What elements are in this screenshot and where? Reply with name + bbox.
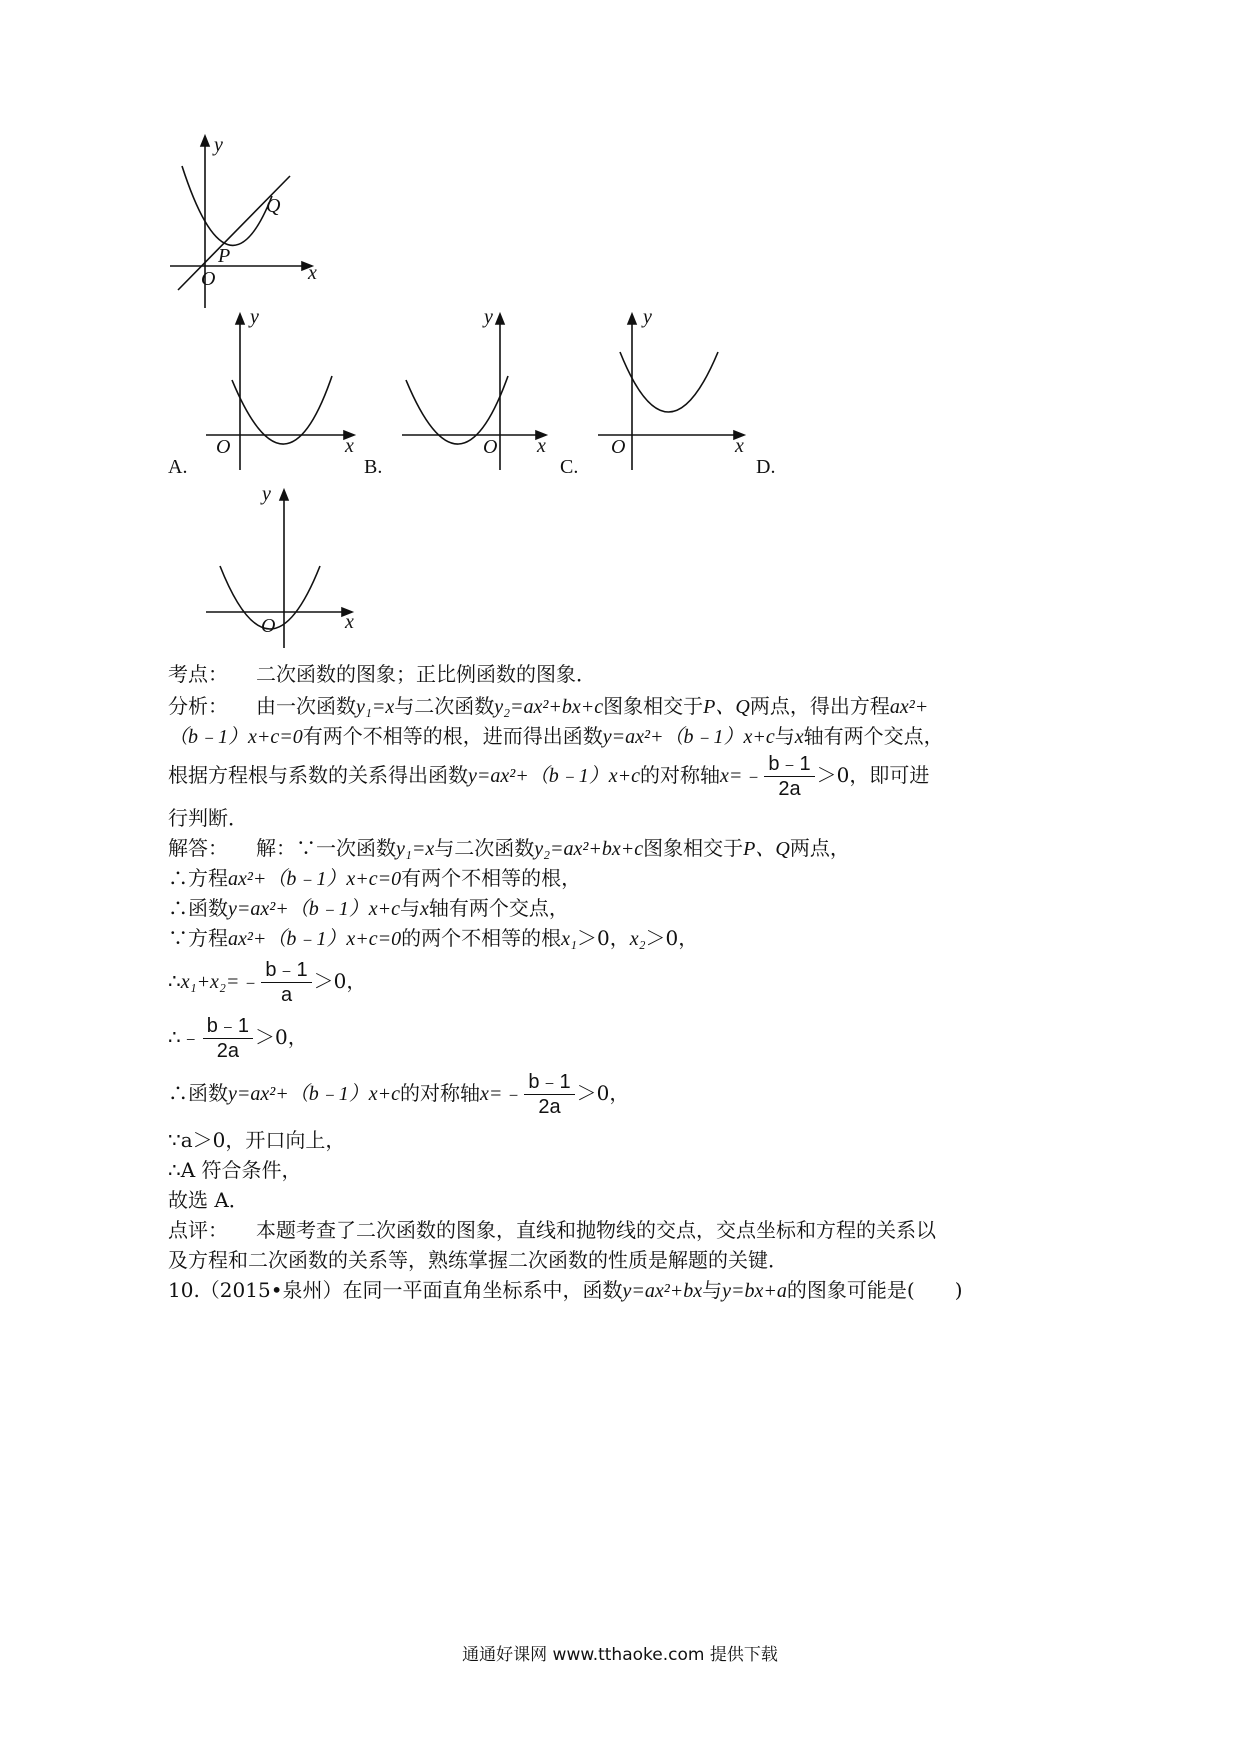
fenxi-line-1: 分析： 由一次函数y₁=x与二次函数y₂=ax²+bx+c图象相交于P、Q两点，得出方程ax²+ [168,694,929,718]
main-origin-label: O [201,268,216,290]
jieda-line-1: 解答： 解：∵一次函数y₁=x与二次函数y₂=ax²+bx+c图象相交于P、Q两点， [168,836,850,860]
option-c-x-label: x [735,435,744,457]
option-a-x-label: x [345,435,354,457]
jieda-line-6: ∴﹣ $\frac{b﹣1}{2a}$ ＞0， [168,1015,308,1062]
option-a-y-label: y [250,306,259,328]
option-a-origin: O [216,436,231,458]
jieda-line-7: ∴函数y=ax²+（b﹣1）x+c的对称轴x=﹣ $\frac{b﹣1}{2a}$ ＞0， [168,1071,630,1118]
main-parabola [182,166,272,245]
option-b-x-label: x [537,435,546,457]
fenxi-line-2: （b﹣1）x+c=0有两个不相等的根，进而得出函数y=ax²+（b﹣1）x+c与x轴有两个交点， [168,724,944,748]
dianping-line-2: 及方程和二次函数的关系等，熟练掌握二次函数的性质是解题的关键． [168,1248,788,1272]
option-a-label: A. [168,456,188,478]
option-b-y-label: y [484,306,493,328]
main-y-label: y [214,134,223,156]
jieda-line-8: ∵a＞0，开口向上， [168,1128,346,1152]
option-c-y-label: y [643,306,652,328]
jieda-line-5: ∴x₁+x₂=﹣ $\frac{b﹣1}{a}$ ＞0， [168,959,367,1006]
jieda-line-3: ∴函数y=ax²+（b﹣1）x+c与x轴有两个交点， [168,896,569,920]
question-10: 10.（2015•泉州）在同一平面直角坐标系中，函数y=ax²+bx与y=bx+a的图象可能是( ) [168,1278,963,1302]
option-c-origin: O [611,436,626,458]
option-d-label: D. [756,456,776,478]
fenxi-line-4: 行判断． [168,806,248,830]
option-b-origin: O [483,436,498,458]
fenxi-line-3: 根据方程根与系数的关系得出函数y=ax²+（b﹣1）x+c的对称轴x=﹣ $\frac{b﹣1}{2a}$ ＞0，即可进 [168,753,930,800]
kaodian-line: 考点： 二次函数的图象；正比例函数的图象． [168,662,596,686]
option-c-parabola [620,352,718,412]
main-y-arrow [201,136,209,146]
option-b-parabola [406,376,508,444]
jieda-line-10: 故选 A． [168,1188,249,1212]
dianping-line-1: 点评： 本题考查了二次函数的图象，直线和抛物线的交点，交点坐标和方程的关系以 [168,1218,936,1242]
main-x-label: x [308,262,317,284]
main-line [178,176,290,290]
option-d-x-label: x [345,611,354,633]
option-a-parabola [232,376,332,444]
option-c-label: C. [560,456,579,478]
jieda-line-4: ∵方程ax²+（b﹣1）x+c=0的两个不相等的根x₁＞0，x₂＞0， [168,926,699,950]
main-q-label: Q [266,195,281,217]
page-footer: 通通好课网 www.tthaoke.com 提供下载 [462,1645,778,1665]
jieda-line-9: ∴A 符合条件， [168,1158,302,1182]
option-b-label: B. [364,456,383,478]
option-d-origin: O [261,615,276,637]
option-d-y-label: y [262,483,271,505]
jieda-line-2: ∴方程ax²+（b﹣1）x+c=0有两个不相等的根， [168,866,582,890]
main-p-label: P [218,245,231,267]
